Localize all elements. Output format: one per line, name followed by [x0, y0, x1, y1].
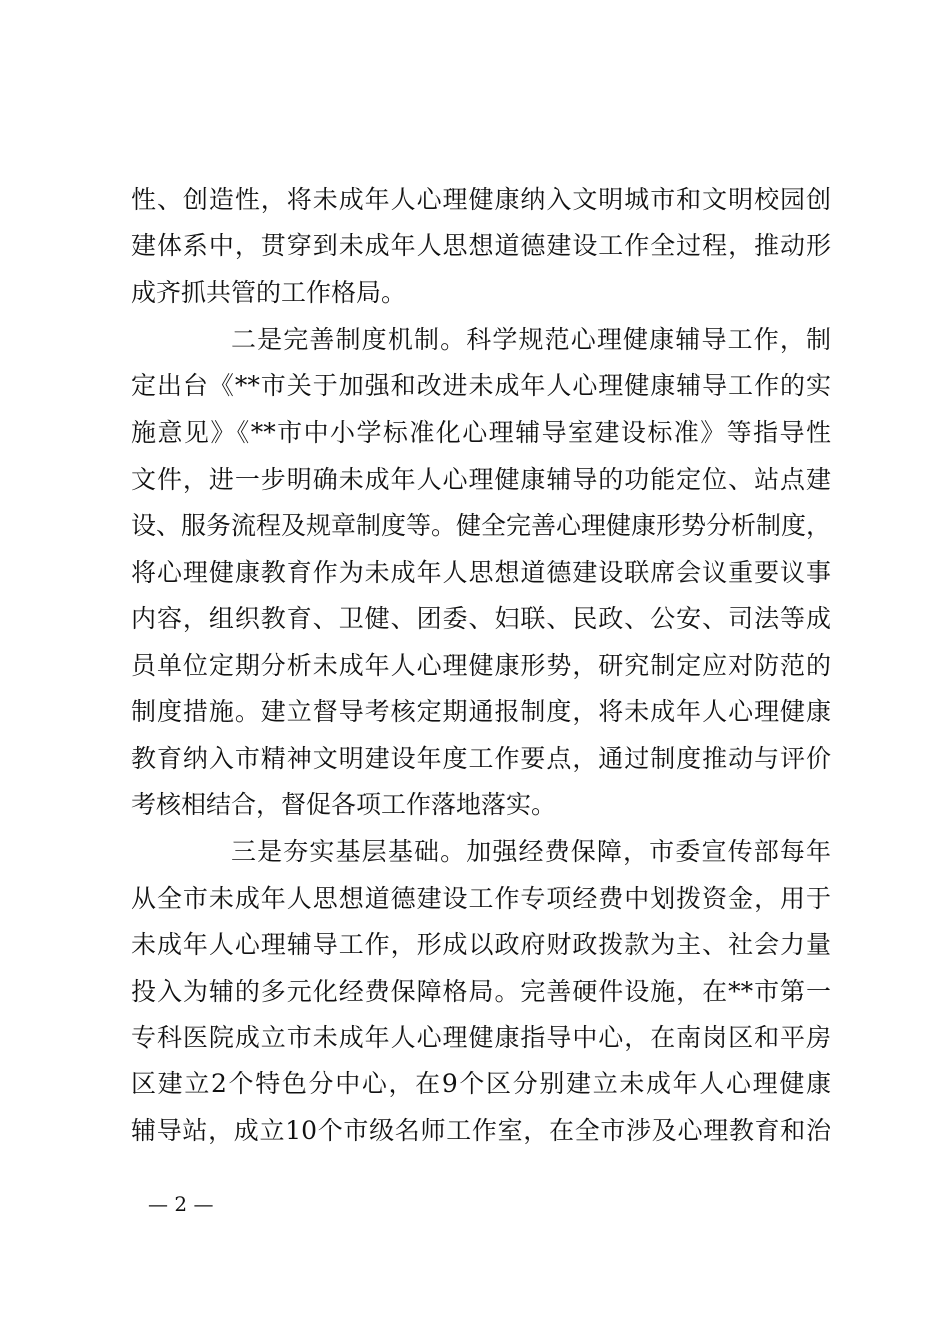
- text-line: 定出台《**市关于加强和改进未成年人心理健康辅导工作的实: [131, 371, 831, 400]
- paragraph-heading-line: 二是完善制度机制。科学规范心理健康辅导工作，制: [231, 325, 831, 354]
- page-number: — 2 —: [148, 1192, 214, 1216]
- text-line: 建体系中，贯穿到未成年人思想道德建设工作全过程，推动形: [131, 231, 831, 260]
- paragraph-heading-line: 三是夯实基层基础。加强经费保障，市委宣传部每年: [231, 837, 831, 866]
- text-line: 区建立2个特色分中心，在9个区分别建立未成年人心理健康: [131, 1069, 831, 1098]
- text-line: 教育纳入市精神文明建设年度工作要点，通过制度推动与评价: [131, 744, 831, 773]
- text-line: 考核相结合，督促各项工作落地落实。: [131, 790, 557, 819]
- text-line: 员单位定期分析未成年人心理健康形势，研究制定应对防范的: [131, 651, 831, 680]
- text-line: 文件，进一步明确未成年人心理健康辅导的功能定位、站点建: [131, 465, 831, 494]
- text-line: 施意见》《**市中小学标准化心理辅导室建设标准》等指导性: [131, 418, 831, 447]
- text-line: 将心理健康教育作为未成年人思想道德建设联席会议重要议事: [131, 558, 831, 587]
- text-line: 投入为辅的多元化经费保障格局。完善硬件设施，在**市第一: [131, 977, 831, 1006]
- text-line: 成齐抓共管的工作格局。: [131, 278, 407, 307]
- text-line: 未成年人心理辅导工作，形成以政府财政拨款为主、社会力量: [131, 930, 831, 959]
- text-line: 制度措施。建立督导考核定期通报制度，将未成年人心理健康: [131, 697, 831, 726]
- text-line: 从全市未成年人思想道德建设工作专项经费中划拨资金，用于: [131, 884, 831, 913]
- text-line: 专科医院成立市未成年人心理健康指导中心，在南岗区和平房: [131, 1023, 831, 1052]
- text-line: 辅导站，成立10个市级名师工作室，在全市涉及心理教育和治: [131, 1116, 831, 1145]
- text-line: 设、服务流程及规章制度等。健全完善心理健康形势分析制度，: [131, 511, 832, 540]
- text-line: 性、创造性，将未成年人心理健康纳入文明城市和文明校园创: [131, 185, 831, 214]
- text-line: 内容，组织教育、卫健、团委、妇联、民政、公安、司法等成: [131, 604, 831, 633]
